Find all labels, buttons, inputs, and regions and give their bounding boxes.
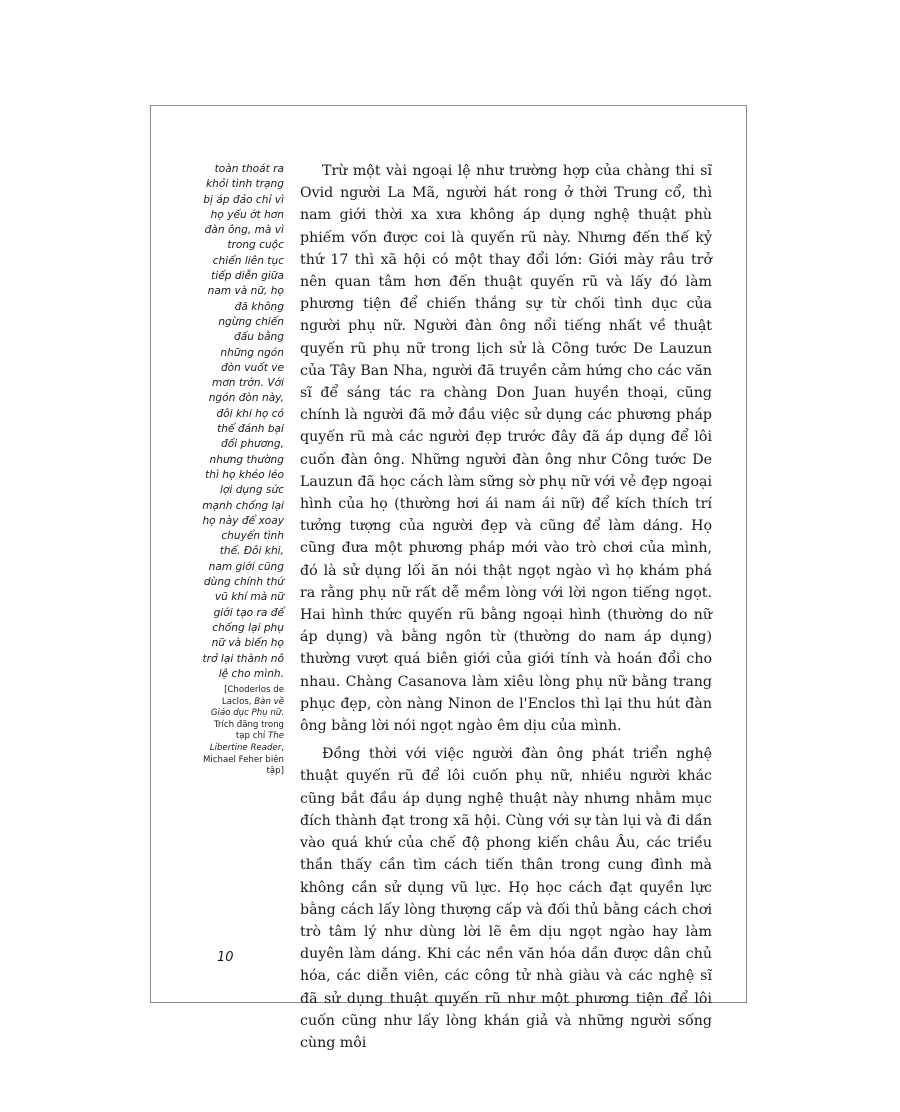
source-middle: . Trích đăng trong tạp chí: [213, 708, 284, 742]
sidebar-quote-block: [200, 162, 284, 778]
source-suffix: , Michael Feher biên tập]: [203, 743, 284, 777]
page-number: 10: [217, 950, 234, 965]
sidebar-quote-text: toàn thoát ra khỏi tình trạng bị áp đảo chỉ vì họ yếu ớt hơn đàn ông, mà vì trong cuộc chiến liên tục tiếp diễn giữa nam và nữ, họ đã không ngừng chiến đấu bằng những ngón đòn vuốt ve mơn trớn. Với ngón đòn này, đôi khi họ có thể đánh bại đối phương, nhưng thường thì họ khéo léo lợi dụng sức mạnh chống lại họ này để xoay chuyển tình thế. Đôi khi, nam giới cũng dùng chính thứ vũ khí mà nữ giới tạo ra để chống lại phụ nữ và biến họ trở lại thành nô lệ cho mình.: [202, 163, 284, 680]
source-title-1: Bàn về Giáo dục Phụ nữ: [210, 696, 284, 719]
source-prefix: [Choderlos de Laclos,: [221, 685, 284, 707]
sidebar-quote-source: [200, 685, 284, 778]
body-paragraph-1: Trừ một vài ngoại lệ như trường hợp của chàng thi sĩ Ovid người La Mã, người hát rong ở thời Trung cổ, thì nam giới thời xa xưa không áp dụng nghệ thuật phù phiếm vốn được coi là quyến rũ này. Nhưng đến thế kỷ thứ 17 thì xã hội có một thay đổi lớn: Giới mày râu trở nên quan tâm hơn đến thuật quyến rũ và lấy đó làm phương tiện để chiến thắng sự từ chối tình dục của người phụ nữ. Người đàn ông nổi tiếng nhất về thuật quyến rũ phụ nữ trong lịch sử là Công tước De Lauzun của Tây Ban Nha, người đã truyền cảm hứng cho các văn sĩ để sáng tác ra chàng Don Juan huyền thoại, cũng chính là người đã mở đầu việc sử dụng các phương pháp quyến rũ mà các người đẹp trước đây đã áp dụng để lôi cuốn đàn ông. Những người đàn ông như Công tước De Lauzun đã học cách làm sững sờ phụ nữ với vẻ đẹp ngoại hình của họ (thường hơi ái nam ái nữ) để kích thích trí tưởng tượng của người đẹp và cũng để làm dáng. Họ cũng đưa một phương pháp mới vào trò chơi của mình, đó là sử dụng lối ăn nói thật ngọt ngào vì họ khám phá ra rằng phụ nữ rất dễ mềm lòng với lời ngon tiếng ngọt. Hai hình thức quyến rũ bằng ngoại hình (thường do nữ áp dụng) và bằng ngôn từ (thường do nam áp dụng) thường vượt quá biên giới của giới tính và hoán đổi cho nhau. Chàng Casanova làm xiêu lòng phụ nữ bằng trang phục đẹp, còn nàng Ninon de l'Enclos thì lại thu hút đàn ông bằng lời nói ngọt ngào êm dịu của mình.: [300, 163, 712, 735]
body-paragraph-2: Đồng thời với việc người đàn ông phát triển nghệ thuật quyến rũ để lôi cuốn phụ nữ, nhiều người khác cũng bắt đầu áp dụng nghệ thuật này nhưng nhằm mục đích thành đạt trong xã hội. Cùng với sự tàn lụi và đi dần vào quá khứ của chế độ phong kiến châu Âu, các triều thần thấy cần tìm cách tiến thân trong cung đình mà không cần sử dụng vũ lực. Họ học cách đạt quyền lực bằng cách lấy lòng thượng cấp và đối thủ bằng cách chơi trò tâm lý như dùng lời lẽ êm dịu ngọt ngào hay làm duyên làm dáng. Khi các nền văn hóa dần được dân chủ hóa, các diễn viên, các công tử nhà giàu và các nghệ sĩ đã sử dụng thuật quyến rũ như một phương tiện để lôi cuốn cũng như lấy lòng khán giả và những người sống cùng môi: [300, 746, 712, 1051]
main-body-text: [300, 160, 712, 1054]
source-title-2: The Libertine Reader: [209, 731, 284, 754]
